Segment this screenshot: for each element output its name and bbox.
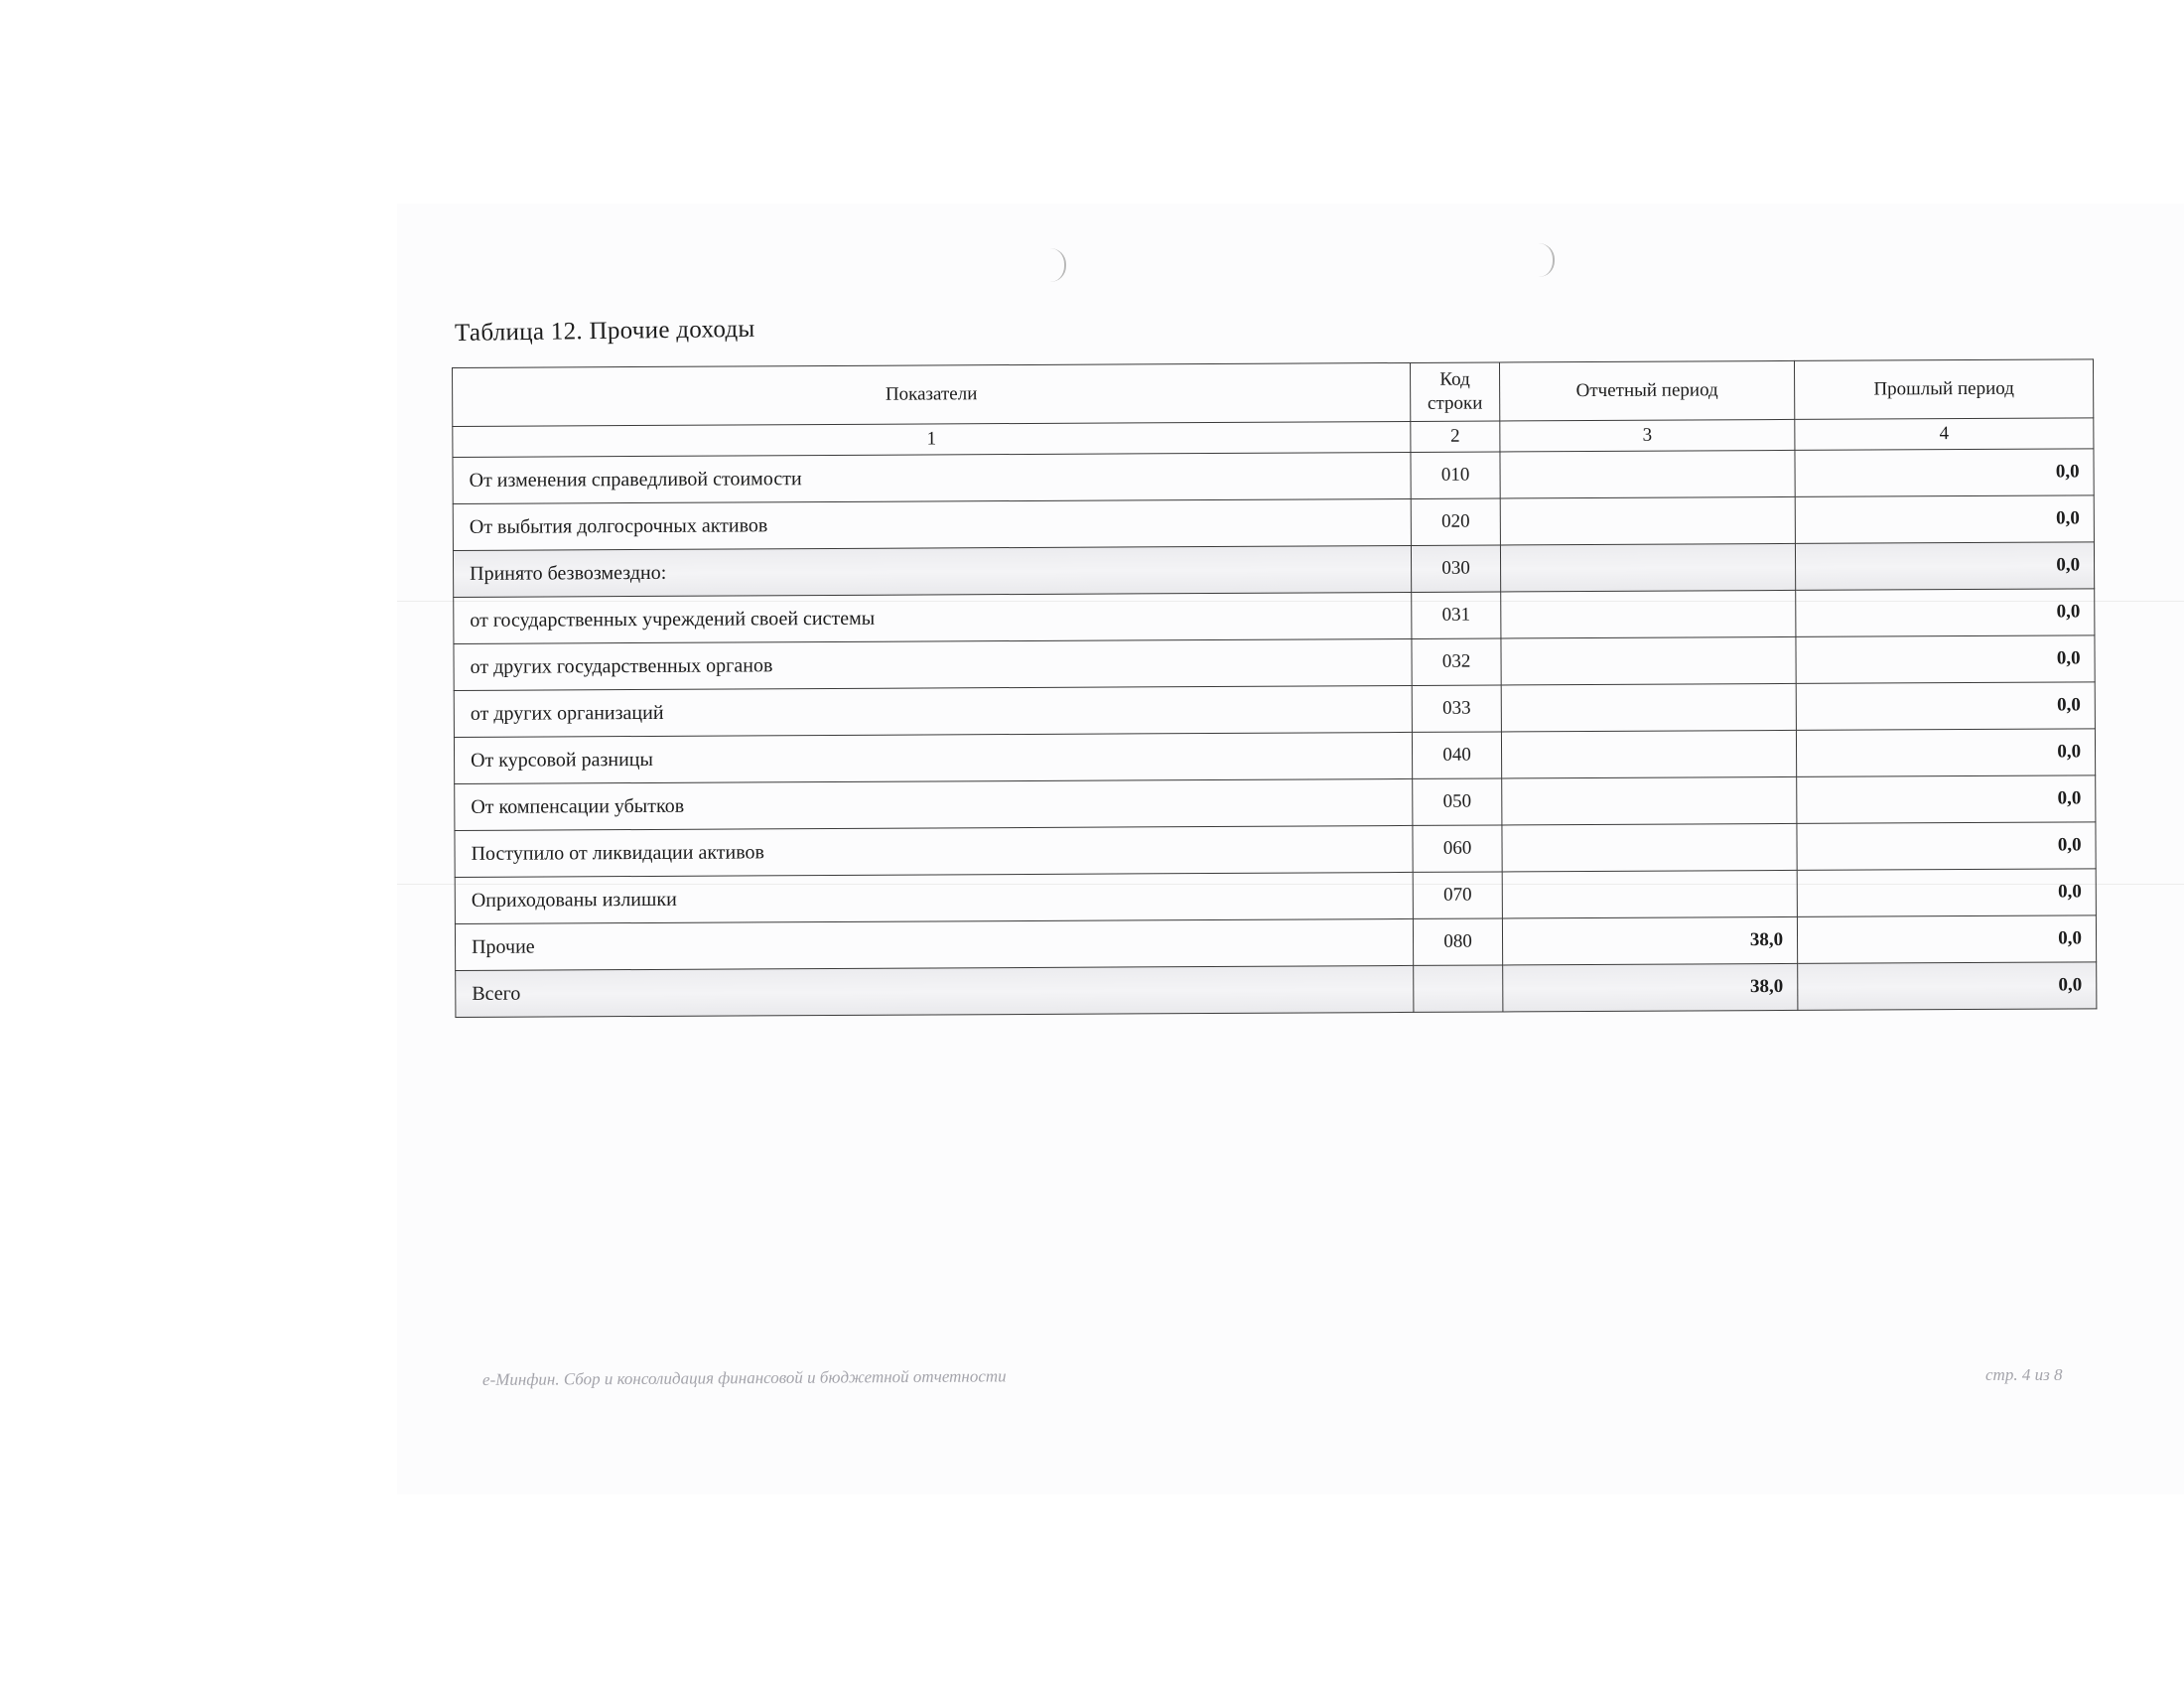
row-name: От курсовой разницы <box>454 732 1412 783</box>
row-name: от других организаций <box>454 685 1412 737</box>
row-code: 070 <box>1413 872 1502 918</box>
row-name: от других государственных органов <box>454 638 1412 690</box>
row-current-value <box>1501 730 1796 778</box>
row-previous-value: 0,0 <box>1796 729 2095 777</box>
row-previous-value: 0,0 <box>1797 869 2096 917</box>
header-indicators: Показатели <box>453 362 1411 426</box>
footer-system-name: e-Минфин. Сбор и консолидация финансовой и бюджетной отчетности <box>481 1366 1007 1389</box>
row-previous-value: 0,0 <box>1795 495 2094 544</box>
row-current-value <box>1500 450 1795 498</box>
row-current-value <box>1501 683 1796 732</box>
row-current-value <box>1502 776 1797 825</box>
row-code <box>1414 965 1503 1012</box>
row-current-value <box>1501 590 1796 638</box>
row-code: 031 <box>1412 592 1501 638</box>
row-name: От компенсации убытков <box>455 778 1413 830</box>
table-header-row <box>453 359 2094 427</box>
row-code: 040 <box>1412 732 1501 778</box>
row-current-value <box>1500 496 1795 545</box>
row-current-value: 38,0 <box>1502 916 1797 965</box>
row-previous-value: 0,0 <box>1795 542 2094 591</box>
row-code: 010 <box>1411 452 1500 498</box>
row-code: 020 <box>1411 498 1500 545</box>
row-previous-value: 0,0 <box>1796 635 2095 684</box>
footer-page-number: стр. 4 из 8 <box>1985 1365 2063 1384</box>
column-number: 3 <box>1500 419 1795 452</box>
row-current-value: 38,0 <box>1503 963 1798 1012</box>
table-title: Таблица 12. Прочие доходы <box>454 315 755 347</box>
row-current-value <box>1500 543 1795 592</box>
row-name: Прочие <box>455 918 1413 970</box>
header-current-period: Отчетный период <box>1499 360 1794 421</box>
row-name: Принято безвозмездно: <box>453 545 1411 597</box>
row-name: Поступило от ликвидации активов <box>455 825 1413 877</box>
row-code: 060 <box>1413 825 1502 872</box>
row-previous-value: 0,0 <box>1795 449 2094 497</box>
column-number: 4 <box>1795 418 2094 451</box>
row-previous-value: 0,0 <box>1797 822 2096 871</box>
row-code: 080 <box>1413 918 1502 965</box>
row-previous-value: 0,0 <box>1796 682 2095 731</box>
row-name: От выбытия долгосрочных активов <box>453 498 1411 550</box>
column-number: 1 <box>453 421 1411 457</box>
other-income-table <box>452 358 2097 1018</box>
header-line-code: Код строки <box>1410 362 1499 421</box>
row-code: 050 <box>1413 778 1502 825</box>
table-row-total <box>456 962 2097 1018</box>
row-name: Оприходованы излишки <box>455 872 1413 923</box>
row-current-value <box>1502 870 1797 918</box>
row-previous-value: 0,0 <box>1796 589 2095 637</box>
row-code: 032 <box>1412 638 1501 685</box>
row-name: От изменения справедливой стоимости <box>453 452 1411 503</box>
column-number: 2 <box>1411 421 1500 452</box>
row-code: 030 <box>1411 545 1500 592</box>
row-previous-value: 0,0 <box>1798 962 2097 1011</box>
row-name: Всего <box>456 965 1414 1017</box>
row-name: от государственных учреждений своей системы <box>454 592 1412 643</box>
row-current-value <box>1502 823 1797 872</box>
row-previous-value: 0,0 <box>1797 915 2096 964</box>
row-code: 033 <box>1412 685 1501 732</box>
row-current-value <box>1501 636 1796 685</box>
header-previous-period: Прошлый период <box>1794 359 2093 420</box>
row-previous-value: 0,0 <box>1797 775 2096 824</box>
